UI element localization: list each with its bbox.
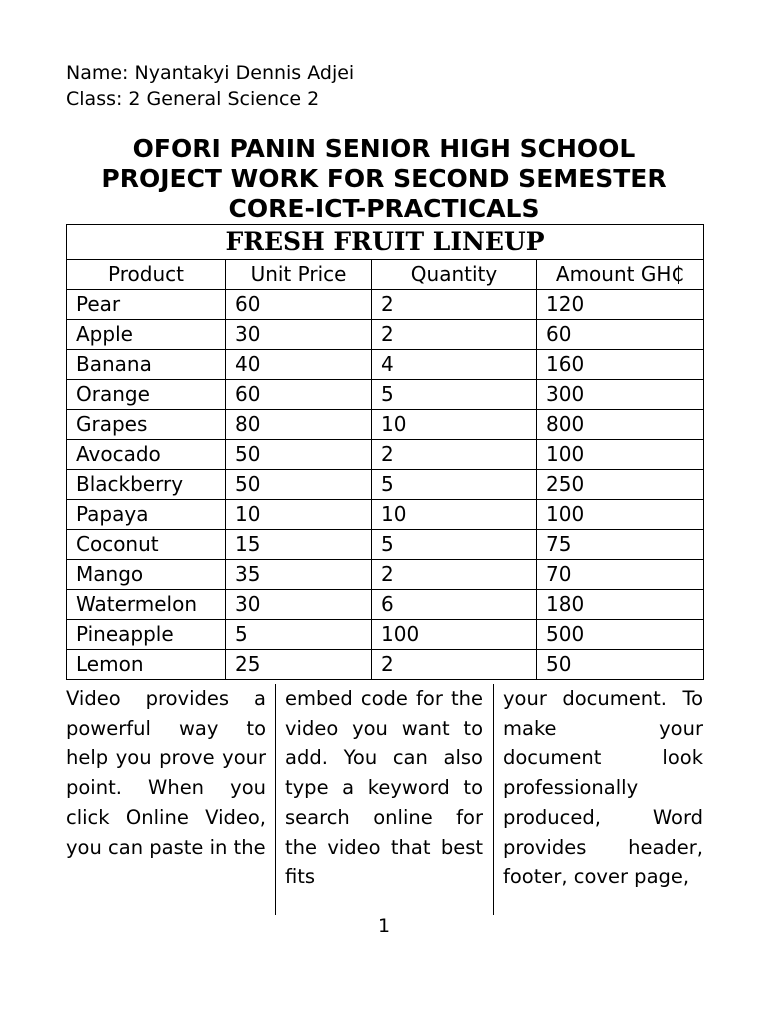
cell-quantity: 2 [372, 650, 537, 680]
cell-amount: 70 [537, 560, 704, 590]
column-divider [493, 684, 494, 915]
cell-unit-price: 25 [226, 650, 372, 680]
column-header-unit-price: Unit Price [226, 260, 372, 290]
cell-amount: 100 [537, 500, 704, 530]
cell-amount: 250 [537, 470, 704, 500]
course-title: CORE-ICT-PRACTICALS [228, 194, 540, 223]
table-row [67, 500, 704, 530]
cell-amount: 160 [537, 350, 704, 380]
cell-amount: 60 [537, 320, 704, 350]
column-divider [275, 684, 276, 915]
column-header-amount: Amount GH₵ [537, 260, 704, 290]
table-row [67, 650, 704, 680]
cell-quantity: 5 [372, 380, 537, 410]
cell-product: Orange [67, 380, 226, 410]
cell-quantity: 4 [372, 350, 537, 380]
cell-product: Avocado [67, 440, 226, 470]
table-body [67, 290, 704, 680]
student-name: Name: Nyantakyi Dennis Adjei [66, 62, 355, 84]
cell-product: Papaya [67, 500, 226, 530]
cell-product: Lemon [67, 650, 226, 680]
project-title: PROJECT WORK FOR SECOND SEMESTER [101, 164, 667, 193]
table-row [67, 290, 704, 320]
column-header-quantity: Quantity [372, 260, 537, 290]
cell-product: Banana [67, 350, 226, 380]
page-number: 1 [377, 915, 391, 937]
table-row [67, 320, 704, 350]
table-row [67, 410, 704, 440]
cell-product: Blackberry [67, 470, 226, 500]
cell-amount: 50 [537, 650, 704, 680]
cell-unit-price: 60 [226, 380, 372, 410]
cell-unit-price: 35 [226, 560, 372, 590]
cell-product: Mango [67, 560, 226, 590]
table-row [67, 590, 704, 620]
school-title: OFORI PANIN SENIOR HIGH SCHOOL [132, 134, 636, 163]
cell-amount: 100 [537, 440, 704, 470]
cell-amount: 500 [537, 620, 704, 650]
cell-unit-price: 60 [226, 290, 372, 320]
student-class: Class: 2 General Science 2 [66, 88, 320, 110]
fruit-table [66, 224, 704, 680]
table-row [67, 380, 704, 410]
cell-product: Coconut [67, 530, 226, 560]
cell-amount: 800 [537, 410, 704, 440]
table-row [67, 560, 704, 590]
cell-quantity: 5 [372, 530, 537, 560]
table-row [67, 470, 704, 500]
column-header-product: Product [67, 260, 226, 290]
table-row [67, 440, 704, 470]
cell-amount: 120 [537, 290, 704, 320]
cell-unit-price: 50 [226, 440, 372, 470]
cell-quantity: 2 [372, 320, 537, 350]
cell-unit-price: 30 [226, 590, 372, 620]
text-column-3: your document. To make your document look professionally produced, Word provides header, footer, cover page, [503, 687, 703, 889]
cell-unit-price: 15 [226, 530, 372, 560]
text-column-1: Video provides a powerful way to help you prove your point. When you click Online Video, you can paste in the [66, 687, 266, 859]
cell-amount: 180 [537, 590, 704, 620]
table-row [67, 350, 704, 380]
cell-unit-price: 30 [226, 320, 372, 350]
cell-quantity: 10 [372, 500, 537, 530]
cell-product: Pear [67, 290, 226, 320]
cell-quantity: 5 [372, 470, 537, 500]
cell-amount: 300 [537, 380, 704, 410]
body-text-columns [66, 684, 703, 915]
text-column-2: embed code for the video you want to add. You can also type a keyword to search online for the video that best fits [285, 687, 483, 889]
cell-quantity: 2 [372, 290, 537, 320]
cell-quantity: 2 [372, 440, 537, 470]
cell-product: Pineapple [67, 620, 226, 650]
cell-product: Watermelon [67, 590, 226, 620]
table-row [67, 620, 704, 650]
cell-product: Apple [67, 320, 226, 350]
cell-quantity: 100 [372, 620, 537, 650]
cell-unit-price: 5 [226, 620, 372, 650]
table-row [67, 530, 704, 560]
cell-amount: 75 [537, 530, 704, 560]
cell-quantity: 6 [372, 590, 537, 620]
cell-unit-price: 80 [226, 410, 372, 440]
cell-unit-price: 50 [226, 470, 372, 500]
cell-unit-price: 10 [226, 500, 372, 530]
cell-quantity: 10 [372, 410, 537, 440]
cell-unit-price: 40 [226, 350, 372, 380]
cell-product: Grapes [67, 410, 226, 440]
table-title: FRESH FRUIT LINEUP [67, 225, 704, 260]
cell-quantity: 2 [372, 560, 537, 590]
table-header-row [67, 260, 704, 290]
